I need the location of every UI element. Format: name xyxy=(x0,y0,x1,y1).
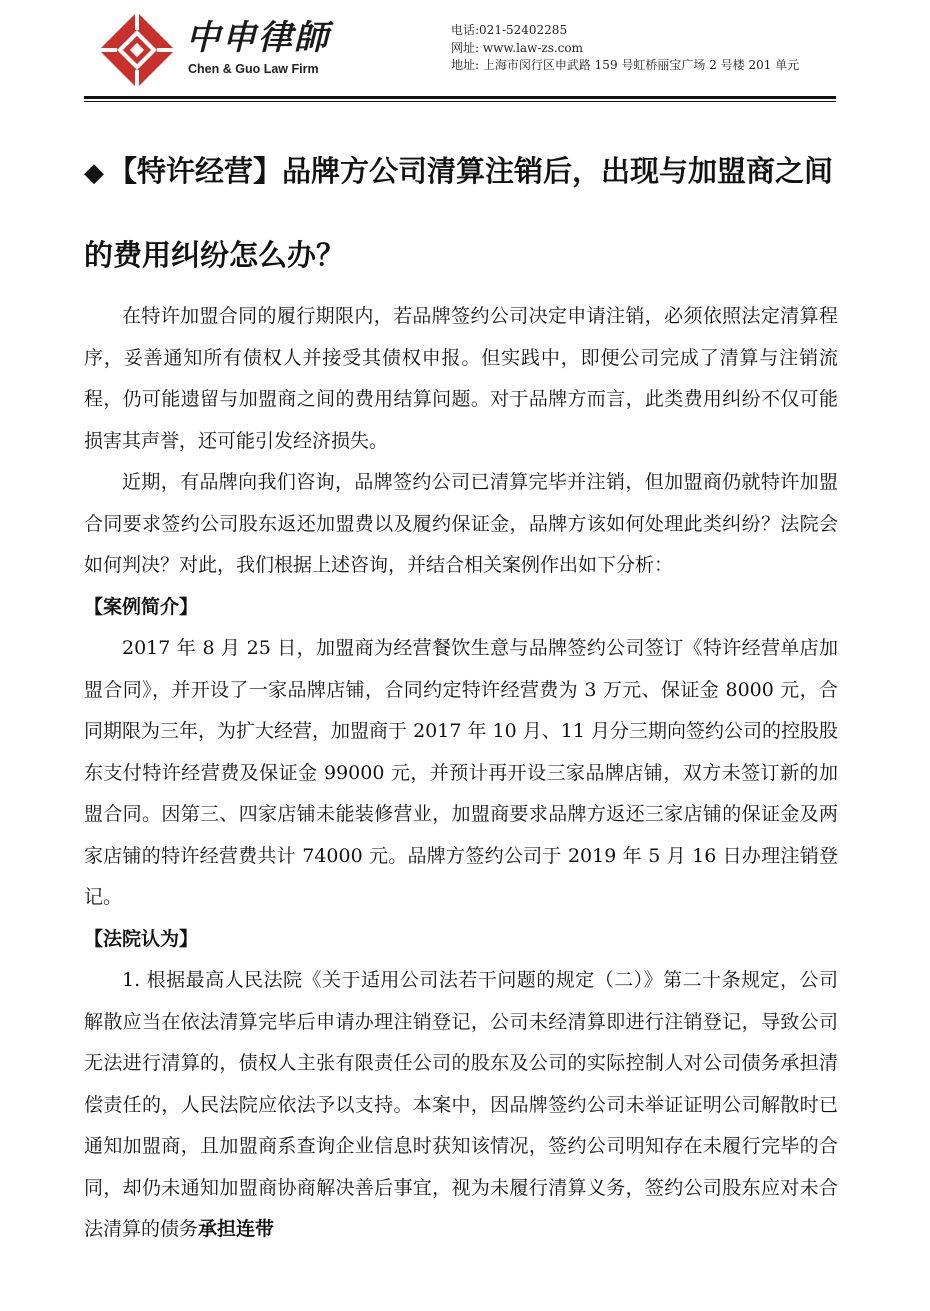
website-line: 网址: www.law-zs.com xyxy=(451,40,584,55)
court-opinion-text: 1. 根据最高人民法院《关于适用公司法若干问题的规定（二）》第二十条规定，公司解散应当在依法清算完毕后申请办理注销登记，公司未经清算即进行注销登记，导致公司无法进行清算的，债权人主张有限责任公司的股东及公司的实际控制人对公司债务承担清偿责任的，人民法院应依法予以支持。本案中，因品牌签约公司未举证证明公司解散时已通知加盟商，且加盟商系查询企业信息时获知该情况，签约公司明知存在未履行完毕的合同，却仍未通知加盟商协商解决善后事宜，视为未履行清算义务，签约公司股东应对未合法清算的债务 xyxy=(84,969,838,1240)
section-heading-court-opinion: 【法院认为】 xyxy=(84,927,199,950)
logo-chinese-name: 中申律師 xyxy=(186,18,330,58)
contact-info xyxy=(451,22,799,75)
court-opinion-bold-text: 承担连带 xyxy=(198,1218,275,1240)
law-firm-logo-icon xyxy=(97,10,177,90)
court-opinion-paragraph xyxy=(84,960,838,1251)
article-body xyxy=(84,296,838,1251)
article-title xyxy=(84,130,844,296)
address-line: 地址: 上海市闵行区申武路 159 号虹桥丽宝广场 2 号楼 201 单元 xyxy=(451,58,800,72)
phone-line: 电话:021-52402285 xyxy=(451,23,568,37)
article-title-text: 【特许经营】品牌方公司清算注销后，出现与加盟商之间的费用纠纷怎么办？ xyxy=(84,154,834,272)
diamond-bullet-icon: ◆ xyxy=(84,158,104,188)
header-divider xyxy=(84,96,836,99)
header-divider-thin xyxy=(84,101,836,102)
intro-paragraph-1: 在特许加盟合同的履行期限内，若品牌签约公司决定申请注销，必须依照法定清算程序，妥善通知所有债权人并接受其债权申报。但实践中，即便公司完成了清算与注销流程，仍可能遗留与加盟商之间的费用结算问题。对于品牌方而言，此类费用纠纷不仅可能损害其声誉，还可能引发经济损失。 xyxy=(84,305,838,452)
case-summary-paragraph: 2017 年 8 月 25 日，加盟商为经营餐饮生意与品牌签约公司签订《特许经营单店加盟合同》，并开设了一家品牌店铺，合同约定特许经营费为 3 万元、保证金 8000 元，合同期限为三年，为扩大经营，加盟商于 2017 年 10 月、11 月分三期向签约公司的控股股东支付特许经营费及保证金 99000 元，并预计再开设三家品牌店铺，双方未签订新的加盟合同。因第三、四家店铺未能装修营业，加盟商要求品牌方返还三家店铺的保证金及两家店铺的特许经营费共计 74000 元。品牌方签约公司于 2019 年 5 月 16 日办理注销登记。 xyxy=(84,637,838,908)
logo-english-name: Chen & Guo Law Firm xyxy=(188,62,319,76)
intro-paragraph-2: 近期，有品牌向我们咨询，品牌签约公司已清算完毕并注销，但加盟商仍就特许加盟合同要求签约公司股东返还加盟费以及履约保证金，品牌方该如何处理此类纠纷？法院会如何判决？对此，我们根据上述咨询，并结合相关案例作出如下分析： xyxy=(84,471,838,576)
section-heading-case-summary: 【案例简介】 xyxy=(84,595,199,618)
letterhead xyxy=(0,0,930,102)
